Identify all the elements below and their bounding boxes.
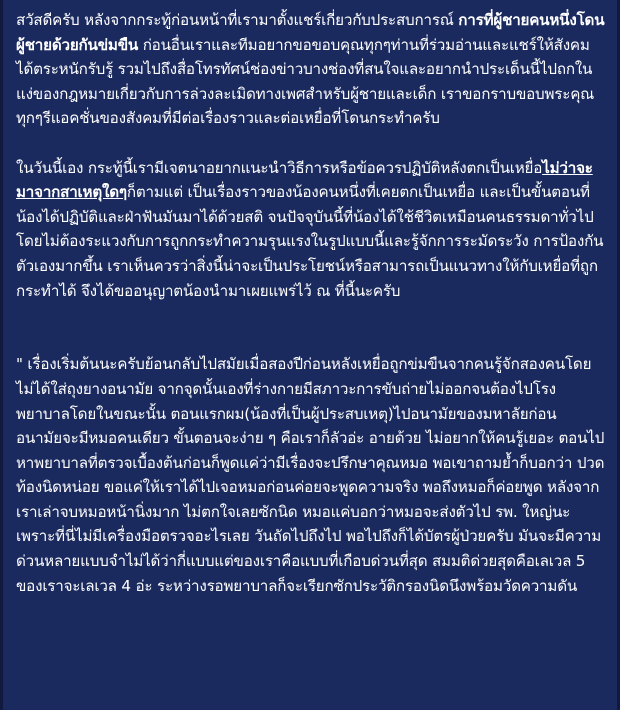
purpose-text-after: ก็ตามแต่ เป็นเรื่องราวของน้องคนหนึ่งที่เคยตกเป็นเหยื่อ และเป็นขั้นตอนที่น้องได้ปฏิบัติและฝ่าฟันมันมาได้ด้วยสติ จนปัจจุบันนี้ที่น้องได้ใช้ชีวิตเหมือนคนธรรมดาทั่วไป โดยไม่ต้องระแวงกับการถูกกระทำความรุนแรงในรูปแบบนี้และรู้จักการระมัดระวัง การป้องกันตัวเองมากขึ้น เราเห็นควรว่าสิ่งนี้น่าจะเป็นประโยชน์หรือสามารถเป็นแนวทางให้กับเหยื่อที่ถูกกระทำได้ จึงได้ขออนุญาตน้องนำมาเผยแพร่ไว้ ณ ที่นี้นะครับ	[16, 183, 604, 300]
paragraph-spacer	[16, 303, 605, 352]
post-body	[3, 0, 617, 598]
intro-text-after: ก่อนอื่นเราและทีมอยากขอขอบคุณทุกๆท่านที่ร่วมอ่านและแชร์ให้สังคมได้ตระหนักรับรู้ รวมไปถึงสื่อโทรทัศน์ช่องข่าวบางช่องที่สนใจและอยากนำประเด็นนี้ไปถกในแง่ของกฎหมายเกี่ยวกับการล่วงละเมิดทางเพศสำหรับผู้ชายและเด็ก เราขอกราบขอบพระคุณทุกๆรีแอคชั่นของสังคมที่มีต่อเรื่องราวและต่อเหยื่อที่โดนกระทำครับ	[16, 35, 595, 128]
story-paragraph: " เรื่องเริ่มต้นนะครับย้อนกลับไปสมัยเมื่อสองปีก่อนหลังเหยื่อถูกข่มขืนจากคนรู้จักสองคนโดยไม่ได้ใส่ถุงยางอนามัย จากจุดนั้นเองที่ร่างกายมีสภาวะการขับถ่ายไม่ออกจนต้องไปโรงพยาบาลโดยในขณะนั้น ตอนแรกผม(น้องที่เป็นผู้ประสบเหตุ)ไปอนามัยของมหาลัยก่อน อนามัยจะมีหมอคนเดียว ขั้นตอนจะง่าย ๆ คือเราก็ลัวอ่ะ อายด้วย ไม่อยากให้คนรู้เยอะ ตอนไปหาพยาบาลที่ตรวจเบื้องต้นก่อนก็พูดแค่ว่ามีเรื่องจะปรึกษาคุณหมอ พอเขาถามย้ำก็บอกว่า ปวดท้องนิดหน่อย ขอแค่ให้เราได้ไปเจอหมอก่อนค่อยจะพูดความจริง พอถึงหมอก็ค่อยพูด หลังจากเราเล่าจบหมอหน้านิ่งมาก ไม่ตกใจเลยซักนิด หมอแค่บอกว่าหมอจะส่งตัวไป รพ. ใหญ่นะ เพราะที่นี่ไม่มีเครื่องมือตรวจอะไรเลย วันถัดไปถึงไป พอไปถึงก็ได้บัตรผู้ป่วยครับ มันจะมีความด่วนหลายแบบจำไม่ได้ว่ากี่แบบแต่ของเราคือแบบที่เกือบด่วนที่สุด สมมติด่วยสุดคือเลเวล 5 ของเราจะเลเวล 4 อ่ะ ระหว่างรอพยาบาลก็จะเรียกซักประวัติกรองนิดนึงพร้อมวัดความดัน	[16, 355, 605, 595]
intro-text-before: สวัสดีครับ หลังจากกระทู้ก่อนหน้าที่เรามาตั้งแชร์เกี่ยวกับประสบการณ์	[16, 11, 459, 29]
purpose-text-before: ในวันนี้เอง กระทู้นี้เรามีเจตนาอยากแนะนำวิธีการหรือข้อควรปฏิบัติหลังตกเป็นเหยื่อ	[16, 158, 543, 177]
intro-emphasis: การที่ผู้ชายคนหนึ่งโดนผู้ชายด้วยกันข่มขืน	[16, 11, 605, 54]
intro-paragraph	[16, 8, 605, 131]
purpose-paragraph	[16, 156, 605, 304]
purpose-emphasis: ไม่ว่าจะมาจากสาเหตุใดๆ	[16, 158, 593, 202]
paragraph-spacer	[16, 131, 605, 156]
